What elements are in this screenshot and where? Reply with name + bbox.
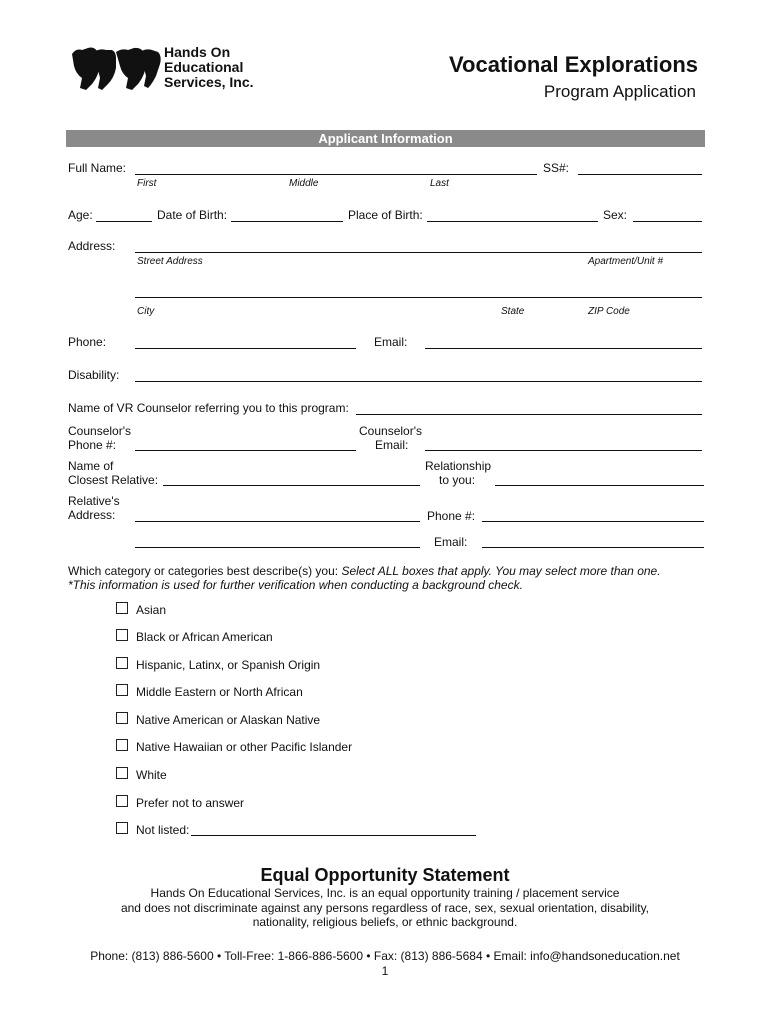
checkbox-asian[interactable] (116, 602, 128, 614)
pob-field[interactable] (427, 221, 598, 222)
email-field[interactable] (425, 348, 702, 349)
option-native-hawaiian: Native Hawaiian or other Pacific Islander (136, 740, 353, 754)
relationship-label (425, 459, 491, 487)
section-title: Applicant Information (318, 131, 453, 146)
relative-name-label (68, 459, 158, 487)
relative-phone-field[interactable] (482, 521, 704, 522)
counselor-phone-label (68, 424, 131, 452)
document-title: Vocational Explorations (449, 52, 698, 77)
eo-line-1: Hands On Educational Services, Inc. is an equal opportunity training / placement service (150, 886, 620, 900)
counselor-email-label-1: Counselor's (359, 424, 422, 438)
disability-field[interactable] (135, 381, 702, 382)
phone-label: Phone: (68, 335, 107, 349)
checkbox-middle-eastern[interactable] (116, 684, 128, 696)
address-label: Address: (68, 239, 116, 253)
checkbox-prefer-not[interactable] (116, 795, 128, 807)
street-address-field[interactable] (135, 252, 702, 253)
street-caption: Street Address (137, 256, 203, 267)
city-state-zip-field[interactable] (135, 297, 702, 298)
middle-caption: Middle (289, 178, 319, 189)
pob-label: Place of Birth: (348, 208, 423, 222)
counselor-email-label (359, 424, 422, 452)
option-prefer-not: Prefer not to answer (136, 796, 245, 810)
relative-address-label-1: Relative's (68, 494, 120, 508)
eo-line-3: nationality, religious beliefs, or ethnic background. (252, 915, 518, 929)
category-question-text: Which category or categories best describe(s) you: (68, 564, 342, 578)
full-name-field[interactable] (135, 174, 537, 175)
relative-name-label-1: Name of (68, 459, 114, 473)
footer-contact: Phone: (813) 886-5600 • Toll-Free: 1-866-886-5600 • Fax: (813) 886-5684 • Email: info@handsoneducation.net (90, 949, 680, 963)
logo-line-2: Educational (164, 59, 244, 75)
page-number: 1 (381, 964, 389, 978)
counselor-phone-label-1: Counselor's (68, 424, 131, 438)
checkbox-not-listed[interactable] (116, 822, 128, 834)
relative-email-label: Email: (434, 535, 468, 549)
checkbox-white[interactable] (116, 767, 128, 779)
document-subtitle: Program Application (543, 82, 696, 101)
checkbox-native-hawaiian[interactable] (116, 739, 128, 751)
logo (66, 44, 162, 92)
ss-label: SS#: (543, 161, 570, 175)
category-question-instruction: Select ALL boxes that apply. You may select more than one. (341, 564, 661, 578)
relative-email-field[interactable] (482, 547, 704, 548)
sex-label: Sex: (603, 208, 628, 222)
relative-address-field-2[interactable] (135, 547, 420, 548)
dob-label: Date of Birth: (157, 208, 228, 222)
relationship-label-1: Relationship (425, 459, 492, 473)
checkbox-native-american[interactable] (116, 712, 128, 724)
relative-address-label-2: Address: (68, 508, 116, 522)
eo-line-2: and does not discriminate against any persons regardless of race, sex, sexual orientation, disability, (120, 901, 650, 915)
option-native-american: Native American or Alaskan Native (136, 713, 321, 727)
option-black: Black or African American (136, 630, 273, 644)
state-caption: State (501, 306, 525, 317)
dob-field[interactable] (231, 221, 343, 222)
counselor-phone-label-2: Phone #: (68, 438, 117, 452)
first-caption: First (137, 178, 157, 189)
counselor-email-field[interactable] (425, 450, 702, 451)
relative-name-label-2: Closest Relative: (68, 473, 159, 487)
full-name-label: Full Name: (68, 161, 127, 175)
relative-address-field-1[interactable] (135, 521, 420, 522)
ss-field[interactable] (578, 174, 702, 175)
sex-field[interactable] (633, 221, 702, 222)
disability-label: Disability: (68, 368, 120, 382)
last-caption: Last (430, 178, 449, 189)
counselor-email-label-2: Email: (375, 438, 409, 452)
checkbox-black[interactable] (116, 629, 128, 641)
relative-name-field[interactable] (163, 485, 420, 486)
logo-name (164, 45, 254, 90)
phone-field[interactable] (135, 348, 356, 349)
category-question (68, 564, 661, 578)
email-label: Email: (374, 335, 408, 349)
relationship-field[interactable] (495, 485, 704, 486)
relationship-label-2: to you: (439, 473, 476, 487)
vr-counselor-field[interactable] (356, 414, 702, 415)
city-caption: City (137, 306, 155, 317)
zip-caption: ZIP Code (588, 306, 630, 317)
age-field[interactable] (96, 221, 152, 222)
logo-line-3: Services, Inc. (164, 74, 254, 90)
logo-line-1: Hands On (164, 44, 231, 60)
option-middle-eastern: Middle Eastern or North African (136, 685, 303, 699)
eo-title: Equal Opportunity Statement (260, 865, 510, 885)
category-note: *This information is used for further verification when conducting a background check. (68, 578, 523, 592)
relative-address-label (68, 494, 120, 522)
vr-counselor-label: Name of VR Counselor referring you to this program: (68, 401, 349, 415)
not-listed-field[interactable] (191, 835, 476, 836)
option-white: White (136, 768, 167, 782)
apt-caption: Apartment/Unit # (588, 256, 664, 267)
relative-phone-label: Phone #: (427, 509, 476, 523)
section-banner (66, 130, 705, 147)
age-label: Age: (68, 208, 93, 222)
checkbox-hispanic[interactable] (116, 657, 128, 669)
counselor-phone-field[interactable] (135, 450, 356, 451)
hands-logo-icon (66, 44, 162, 92)
option-asian: Asian (136, 603, 167, 617)
option-not-listed: Not listed: (136, 823, 190, 837)
option-hispanic: Hispanic, Latinx, or Spanish Origin (136, 658, 321, 672)
